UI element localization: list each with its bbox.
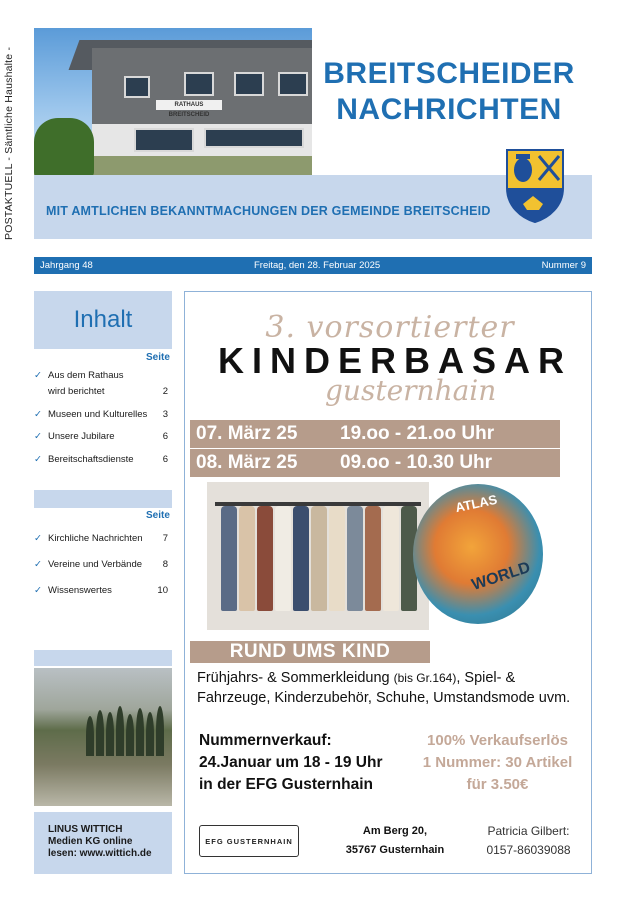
number-sale-date: 24.Januar um 18 - 19 Uhr [199,754,383,771]
clothes-rack-photo [207,482,429,630]
date-time: 09.oo - 10.30 Uhr [340,452,493,473]
contact-name: Patricia Gilbert: [487,824,570,838]
municipal-crest-icon [503,144,567,224]
book-label-bottom: WORLD [469,559,533,594]
check-icon: ✓ [34,585,42,596]
kinderbasar-ad [184,291,592,874]
town-hall-photo [34,28,312,175]
check-icon: ✓ [34,409,42,420]
efg-logo: EFG GUSTERNHAIN [199,825,299,857]
date-day: 08. März 25 [196,452,298,473]
issue-volume: Jahrgang 48 [40,260,93,271]
ad-description [197,668,587,708]
masthead-subtitle: MIT AMTLICHEN BEKANNTMACHUNGEN DER GEMEINDE BREITSCHEID [46,204,491,218]
date-row [190,449,560,477]
town-hall-sign: RATHAUS BREITSCHEID [156,100,222,110]
issue-bar [34,257,592,274]
publisher-info [34,812,172,874]
masthead-title [318,56,580,128]
date-time: 19.oo - 21.oo Uhr [340,423,495,444]
address-city: 35767 Gusternhain [345,844,445,856]
toc-item-title: Kirchliche Nachrichten [48,533,143,544]
sale-terms-line1: 100% Verkaufserlös [427,732,568,749]
desc-size-note: (bis Gr.164) [393,671,457,685]
toc-item-title: Bereitschaftsdienste [48,454,134,465]
ad-contact [471,822,586,860]
toc-item-title: Museen und Kulturelles [48,409,148,420]
toc-item-title: Aus dem Rathaus [48,370,124,381]
toc-bottom-band [34,650,172,666]
toc-page-label: Seite [146,510,170,521]
publisher-website[interactable]: lesen: www.wittich.de [48,848,152,859]
books-photo [413,484,543,624]
ad-address [335,822,455,860]
number-sale-info [199,730,409,796]
toc-divider-band [34,490,172,508]
book-label-top: ATLAS [453,491,499,516]
number-sale-place: in der EFG Gusternhain [199,776,373,793]
check-icon: ✓ [34,559,42,570]
toc-item-page: 6 [162,454,168,465]
ad-banner: RUND UMS KIND [190,641,430,663]
toc-page-label: Seite [146,352,170,363]
sale-terms-line2: 1 Nummer: 30 Artikel [422,754,573,771]
sale-terms [410,730,585,796]
publisher-name: LINUS WITTICH [48,824,123,835]
date-row [190,420,560,448]
address-street: Am Berg 20, [362,825,428,837]
contact-phone[interactable]: 0157-86039088 [486,843,571,857]
toc-item-page: 7 [162,533,168,544]
desc-part1: Frühjahrs- & Sommerkleidung [197,670,394,686]
masthead-title-line2: NACHRICHTEN [336,93,562,126]
toc-heading: Inhalt [34,291,172,349]
toc-item-page: 2 [162,386,168,397]
ad-title: KINDERBASAR [217,340,572,381]
forest-photo [34,668,172,806]
toc-item-page: 6 [162,431,168,442]
issue-number: Nummer 9 [541,260,586,271]
issue-date: Freitag, den 28. Februar 2025 [254,260,381,271]
ad-script-top: 3. vorsortierter [265,310,515,345]
ad-script-bottom: gusternhain [325,374,497,407]
date-day: 07. März 25 [196,423,298,444]
toc-item-title: Wissenswertes [48,585,112,596]
check-icon: ✓ [34,370,42,381]
toc-item-title: Vereine und Verbände [48,559,143,570]
sale-terms-line3: für 3.50€ [466,776,529,793]
toc-item-title: Unsere Jubilare [48,431,115,442]
toc-item-title-cont: wird berichtet [48,386,105,397]
desc-part2: , Spiel- & [456,670,516,686]
toc-item-page: 8 [162,559,168,570]
toc-item-page: 10 [157,585,168,596]
distribution-note: POSTAKTUELL - Sämtliche Haushalte - [3,46,15,240]
publisher-line2: Medien KG online [48,836,133,847]
toc-item[interactable] [34,368,172,398]
check-icon: ✓ [34,533,42,544]
number-sale-heading: Nummernverkauf: [199,732,332,749]
desc-line2: Fahrzeuge, Kinderzubehör, Schuhe, Umstandsmode uvm. [197,690,571,706]
toc-item-page: 3 [162,409,168,420]
check-icon: ✓ [34,454,42,465]
masthead-title-line1: BREITSCHEIDER [323,57,575,90]
check-icon: ✓ [34,431,42,442]
